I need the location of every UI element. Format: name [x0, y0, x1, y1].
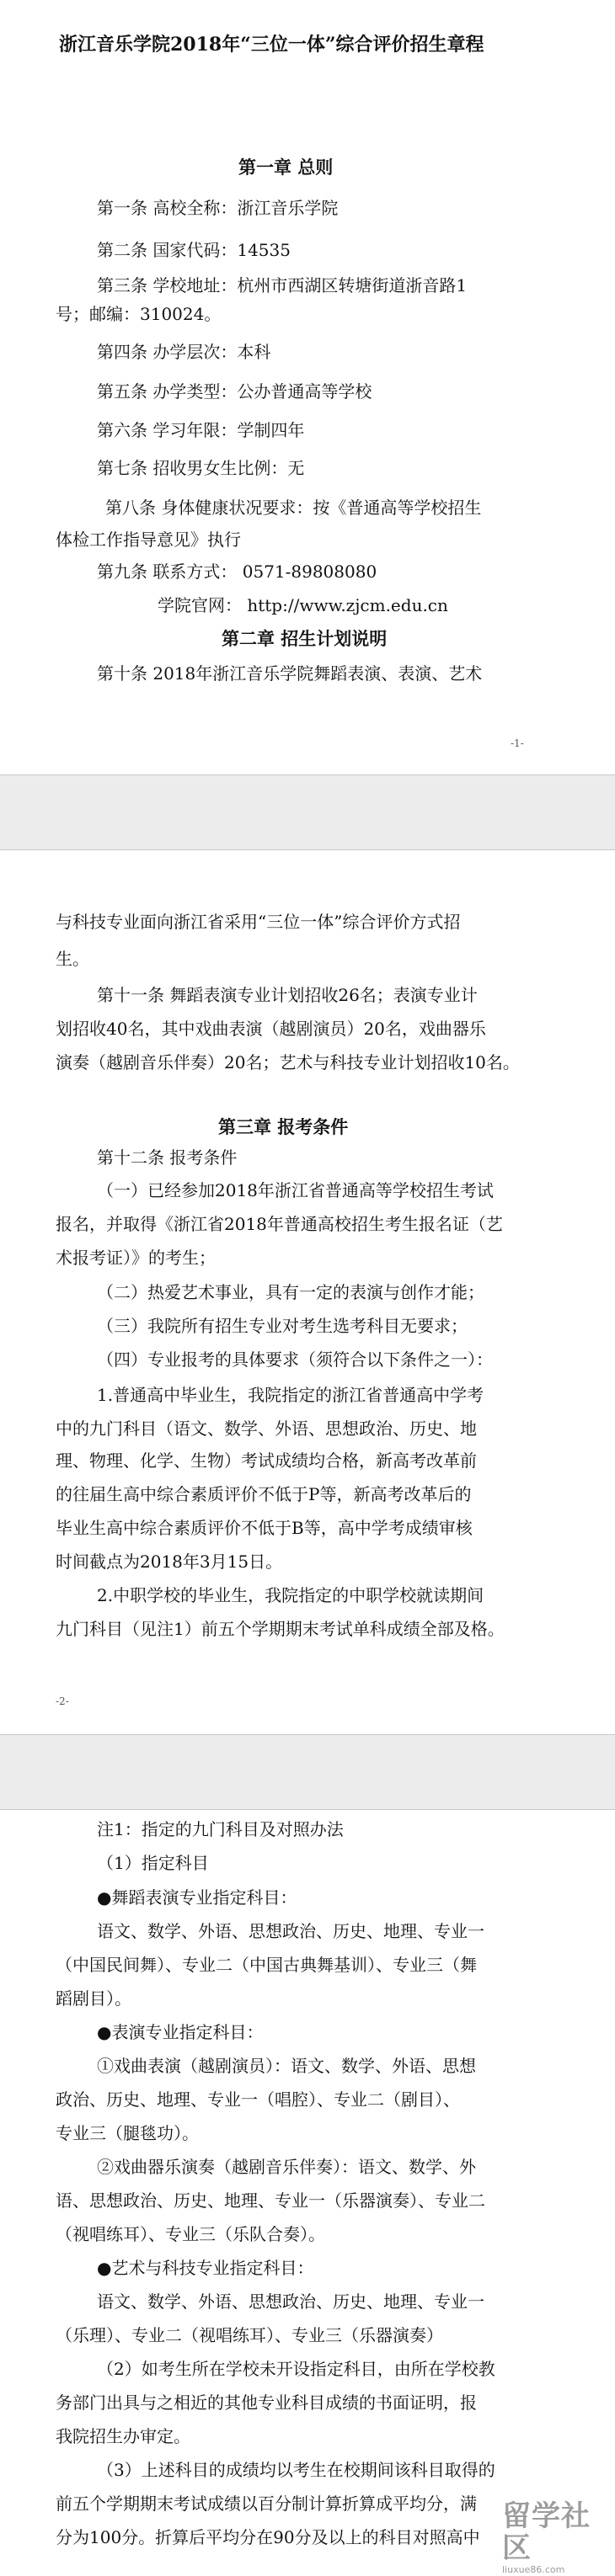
article-8-cont: 体检工作指导意见》执行 — [56, 530, 241, 550]
article-4: 第四条 办学层次：本科 — [97, 342, 271, 362]
chapter-3-heading: 第三章 报考条件 — [218, 1116, 349, 1137]
watermark-domain: liuxue86.com — [502, 2564, 565, 2575]
paragraph-line: 语文、数学、外语、思想政治、历史、地理、专业一 — [97, 1921, 484, 1941]
performance-subjects-heading: ●表演专业指定科目： — [97, 2022, 264, 2042]
paragraph-line: 语、思想政治、历史、地理、专业一（乐器演奏）、专业二 — [56, 2190, 485, 2211]
page-separator — [0, 1734, 615, 1810]
article-12: 第十二条 报考条件 — [97, 1147, 238, 1168]
article-6: 第六条 学习年限：学制四年 — [97, 420, 305, 440]
article-9: 第九条 联系方式： 0571-89808080 — [97, 562, 377, 582]
paragraph-line: 的往届生高中综合素质评价不低于P等，新高考改革后的 — [56, 1484, 472, 1504]
paragraph-line: （乐理）、专业二（视唱练耳）、专业三（乐器演奏） — [56, 2325, 443, 2345]
paragraph-line: 政治、历史、地理、专业一（唱腔）、专业二（剧目）、 — [56, 2089, 460, 2110]
article-8: 第八条 身体健康状况要求：按《普通高等学校招生 — [105, 498, 482, 518]
page-separator — [0, 774, 615, 850]
paragraph-line: 与科技专业面向浙江省采用“三位一体”综合评价方式招 — [56, 912, 461, 932]
dance-subjects-heading: ●舞蹈表演专业指定科目： — [97, 1887, 297, 1908]
watermark-text: 留学社区 — [502, 2499, 591, 2565]
article-10: 第十条 2018年浙江音乐学院舞蹈表演、表演、艺术 — [97, 663, 483, 684]
paragraph-line: 专业三（腿毯功）。 — [56, 2123, 199, 2143]
article-9-website: 学院官网： http://www.zjcm.edu.cn — [158, 595, 448, 615]
requirement-2: 2.中职学校的毕业生，我院指定的中职学校就读期间 — [97, 1585, 484, 1605]
condition-3: （三）我院所有招生专业对考生选考科目无要求； — [97, 1316, 468, 1336]
requirement-1: 1.普通高中毕业生，我院指定的浙江省普通高中学考 — [97, 1385, 484, 1405]
article-2: 第二条 国家代码：14535 — [97, 240, 291, 260]
paragraph-line: 理、物理、化学、生物）考试成绩均合格，新高考改革前 — [56, 1450, 477, 1471]
paragraph-line: 时间截点为2018年3月15日。 — [56, 1551, 283, 1572]
document-page-2 — [0, 850, 615, 1734]
note-1-heading: 注1：指定的九门科目及对照办法 — [97, 1819, 344, 1839]
paragraph-line: 前五个学期期末考试成绩以百分制计算折算成平均分，满 — [56, 2494, 477, 2514]
article-3: 第三条 学校地址：杭州市西湖区转塘街道浙音路1 — [97, 275, 468, 295]
condition-4: （四）专业报考的具体要求（须符合以下条件之一）： — [97, 1349, 493, 1370]
note-item-1: （1）指定科目 — [97, 1853, 209, 1873]
paragraph-line: 毕业生高中综合素质评价不低于B等，高中学考成绩审核 — [56, 1518, 473, 1538]
paragraph-line: （视唱练耳）、专业三（乐队合奏）。 — [56, 2224, 325, 2244]
paragraph-line: 务部门出具与之相近的其他专业科目成绩的书面证明，报 — [56, 2392, 477, 2413]
paragraph-line: 术报考证）》的考生； — [56, 1248, 216, 1268]
paragraph-line: ②戏曲器乐演奏（越剧音乐伴奏）：语文、数学、外 — [97, 2157, 476, 2177]
paragraph-line: （中国民间舞）、专业二（中国古典舞基训）、专业三（舞 — [56, 1955, 477, 1975]
article-11: 第十一条 舞蹈表演专业计划招收26名；表演专业计 — [97, 985, 478, 1005]
article-3-cont: 号；邮编：310024。 — [56, 304, 222, 324]
article-7: 第七条 招收男女生比例：无 — [97, 458, 305, 478]
note-item-3: （3）上述科目的成绩均以考生在校期间该科目取得的 — [97, 2460, 495, 2480]
paragraph-line: 报名，并取得《浙江省2018年普通高校招生考生报名证（艺 — [56, 1214, 503, 1234]
page-number-2: -2- — [56, 1695, 69, 1707]
paragraph-line: 九门科目（见注1）前五个学期期末考试单科成绩全部及格。 — [56, 1619, 505, 1639]
chapter-2-heading: 第二章 招生计划说明 — [222, 628, 388, 649]
page-number-1: -1- — [511, 737, 524, 749]
paragraph-line: 中的九门科目（语文、数学、外语、思想政治、历史、地 — [56, 1418, 477, 1439]
site-watermark — [502, 2499, 603, 2575]
paragraph-line: 语文、数学、外语、思想政治、历史、地理、专业一 — [97, 2291, 484, 2312]
paragraph-line: 蹈剧目）。 — [56, 1988, 131, 2009]
article-5: 第五条 办学类型：公办普通高等学校 — [97, 381, 372, 402]
document-page-1 — [0, 0, 615, 774]
paragraph-line: 演奏（越剧音乐伴奏）20名；艺术与科技专业计划招收10名。 — [56, 1052, 520, 1072]
art-tech-subjects-heading: ●艺术与科技专业指定科目： — [97, 2258, 314, 2278]
paragraph-line: 我院招生办审定。 — [56, 2426, 190, 2446]
paragraph-line: ①戏曲表演（越剧演员）：语文、数学、外语、思想 — [97, 2056, 476, 2076]
paragraph-line: 生。 — [56, 949, 89, 969]
document-page-3 — [0, 1810, 615, 2575]
condition-2: （二）热爱艺术事业，具有一定的表演与创作才能； — [97, 1282, 484, 1302]
article-1: 第一条 高校全称：浙江音乐学院 — [97, 198, 339, 218]
paragraph-line: 分为100分。折算后平均分在90分及以上的科目对照高中 — [56, 2527, 480, 2547]
paragraph-line: 划招收40名，其中戏曲表演（越剧演员）20名，戏曲器乐 — [56, 1019, 486, 1039]
document-title: 浙江音乐学院2018年“三位一体”综合评价招生章程 — [59, 34, 484, 56]
note-item-2: （2）如考生所在学校未开设指定科目，由所在学校教 — [97, 2359, 495, 2379]
chapter-1-heading: 第一章 总则 — [238, 157, 334, 178]
condition-1: （一）已经参加2018年浙江省普通高等学校招生考试 — [97, 1180, 494, 1200]
